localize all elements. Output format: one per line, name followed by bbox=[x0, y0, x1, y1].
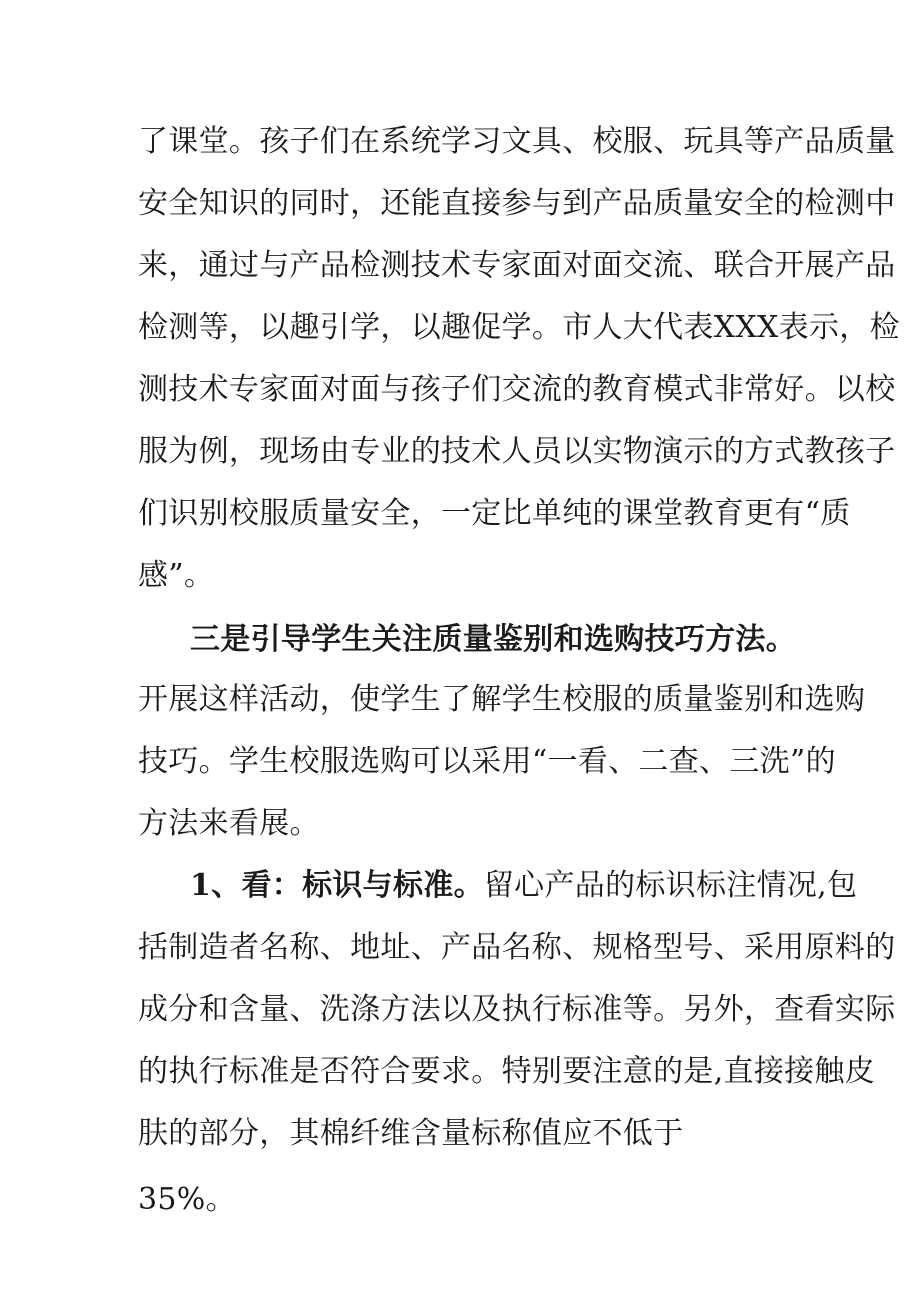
paragraph-1-line: 们识别校服质量安全，一定比单纯的课堂教育更有“质 bbox=[138, 496, 851, 531]
paragraph-2-line: 技巧。学生校服选购可以采用“一看、二查、三洗”的 bbox=[138, 744, 836, 779]
item-1-line: 成分和含量、洗涤方法以及执行标准等。另外，查看实际 bbox=[138, 992, 896, 1027]
item-1-line: 的执行标准是否符合要求。特别要注意的是,直接接触皮 bbox=[138, 1054, 876, 1089]
item-1-line: 括制造者名称、地址、产品名称、规格型号、采用原料的 bbox=[138, 930, 896, 965]
cotton-percentage: 35%。 bbox=[138, 1182, 236, 1217]
item-1-lead: 1、看：标识与标准。 bbox=[190, 868, 484, 903]
item-1-first-line bbox=[190, 866, 857, 906]
paragraph-2-line: 方法来看展。 bbox=[138, 806, 320, 841]
paragraph-1-line: 了课堂。孩子们在系统学习文具、校服、玩具等产品质量 bbox=[138, 124, 896, 159]
paragraph-1-line: 感”。 bbox=[138, 558, 215, 593]
paragraph-1-line: 安全知识的同时，还能直接参与到产品质量安全的检测中 bbox=[138, 186, 896, 221]
paragraph-1-line: 测技术专家面对面与孩子们交流的教育模式非常好。以校 bbox=[138, 372, 896, 407]
item-1-first-line-rest: 留心产品的标识标注情况,包 bbox=[483, 868, 858, 903]
paragraph-2-line: 开展这样活动，使学生了解学生校服的质量鉴别和选购 bbox=[138, 682, 866, 717]
paragraph-1-line: 检测等，以趣引学，以趣促学。市人大代表XXX表示，检 bbox=[138, 310, 900, 345]
item-1-line: 肤的部分，其棉纤维含量标称值应不低于 bbox=[138, 1116, 684, 1151]
section-heading: 三是引导学生关注质量鉴别和选购技巧方法。 bbox=[190, 622, 796, 657]
paragraph-1-line: 来，通过与产品检测技术专家面对面交流、联合开展产品 bbox=[138, 248, 896, 283]
paragraph-1-line: 服为例，现场由专业的技术人员以实物演示的方式教孩子 bbox=[138, 434, 896, 469]
